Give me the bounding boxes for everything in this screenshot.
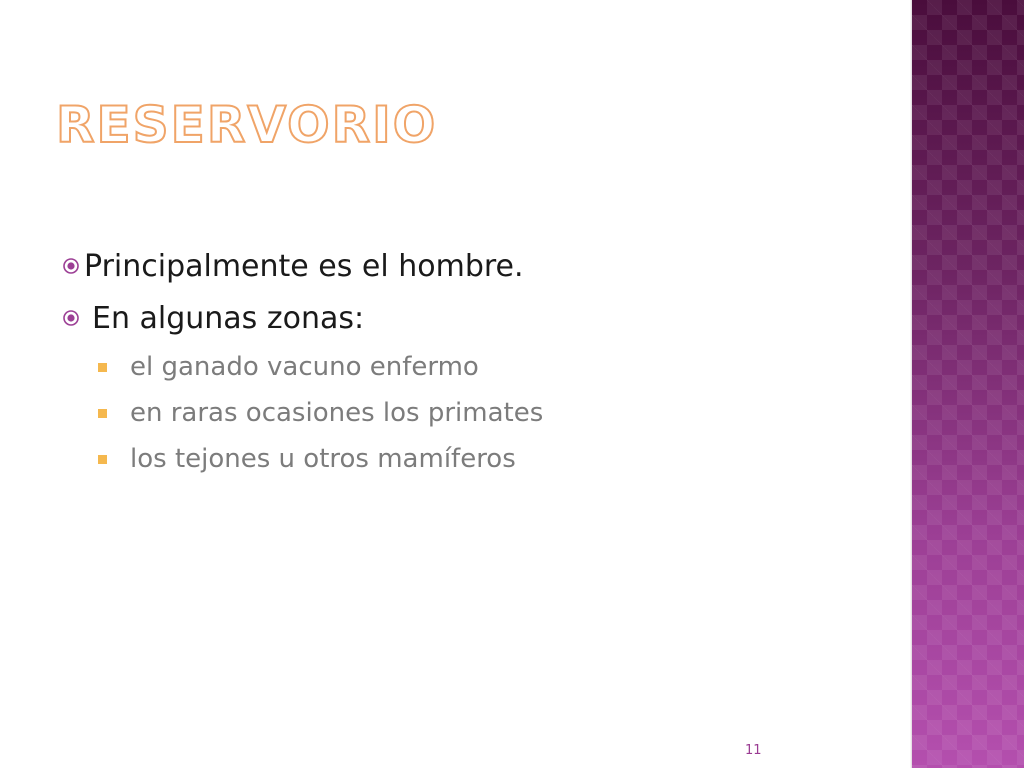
sub-bullet-text: el ganado vacuno enfermo xyxy=(130,352,479,382)
bullet-item xyxy=(62,292,882,344)
slide-title: RESERVORIO xyxy=(56,96,438,154)
bullet-text: Principalmente es el hombre. xyxy=(84,248,524,284)
sub-bullet-text: los tejones u otros mamíferos xyxy=(130,444,516,474)
sub-bullet-item xyxy=(62,344,882,390)
sub-bullet-item xyxy=(62,390,882,436)
bullet-item xyxy=(62,240,882,292)
sub-bullet-item xyxy=(62,436,882,482)
circle-dot-icon xyxy=(62,309,84,327)
page-number: 11 xyxy=(745,743,762,758)
square-bullet-icon xyxy=(98,409,130,418)
circle-dot-icon xyxy=(62,257,84,275)
decorative-side-band xyxy=(912,0,1024,768)
square-bullet-icon xyxy=(98,455,130,464)
slide-content xyxy=(62,240,882,482)
square-bullet-icon xyxy=(98,363,130,372)
bullet-text: En algunas zonas: xyxy=(92,300,365,336)
sub-bullet-text: en raras ocasiones los primates xyxy=(130,398,544,428)
